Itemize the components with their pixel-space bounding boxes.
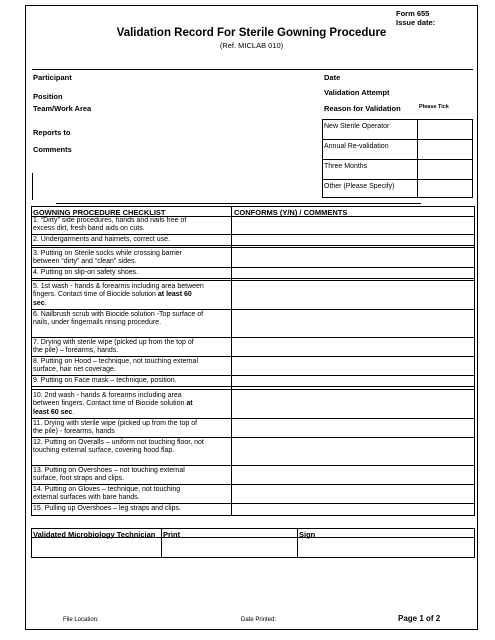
section-rule	[56, 203, 421, 204]
print-label: Print	[163, 530, 181, 539]
issue-date: Issue date:	[396, 18, 436, 27]
date-printed-label: Date Printed:	[241, 617, 277, 623]
document-title: Validation Record For Sterile Gowning Procedure	[116, 27, 387, 39]
file-location-label: File Location:	[63, 617, 99, 623]
tick-three-months[interactable]	[418, 160, 472, 179]
form-page	[25, 5, 478, 630]
sign-field[interactable]	[298, 538, 474, 557]
reason-option-three-months: Three Months	[324, 163, 368, 170]
reason-option-other: Other (Please Specify)	[324, 183, 395, 190]
document-reference: (Ref. MICLAB 010)	[219, 41, 284, 50]
comments-label: Comments	[33, 145, 72, 154]
sign-label: Sign	[299, 530, 316, 539]
reports-to-label: Reports to	[33, 128, 71, 137]
conforms-header: CONFORMS (Y/N) / COMMENTS	[234, 208, 348, 217]
validation-attempt-label: Validation Attempt	[324, 88, 390, 97]
validated-technician-label: Validated Microbiology Technician	[33, 530, 156, 539]
checklist-header: GOWNING PROCEDURE CHECKLIST	[33, 208, 166, 217]
form-number: Form 655	[396, 9, 430, 18]
participant-label: Participant	[33, 73, 72, 82]
checklist-item-6: 6. Nailbrush scrub with Biocide solution -Top surface of nails, under fingernails rinsing procedure.	[33, 311, 204, 327]
checklist-item-8: 8. Putting on Hood – technique, not touching external surface, hair net coverage.	[33, 358, 199, 374]
print-field[interactable]	[162, 538, 296, 557]
tick-new[interactable]	[418, 120, 472, 139]
checklist-item-12: 12. Putting on Overalls – uniform not touching floor, not touching external surface, covering hood flap.	[33, 439, 204, 455]
checklist-item-14: 14. Putting on Gloves – technique, not touching external surfaces with bare hands.	[33, 486, 181, 502]
checklist-item-10: 10. 2nd wash - hands & forearms including area between fingers. Contact time of Biocide solution at least 60 sec.	[33, 392, 193, 416]
checklist-item-15: 15. Pulling up Overshoes – leg straps and clips.	[33, 505, 181, 512]
checklist-item-11: 11. Drying with sterile wipe (picked up from the top of the pile) - forearms, hands	[33, 420, 198, 436]
checklist-item-7: 7. Drying with sterile wipe (picked up from the top of the pile) – forearms, hands.	[33, 339, 194, 355]
tick-other[interactable]	[418, 180, 472, 198]
reason-option-new: New Sterile Operator	[324, 123, 390, 130]
team-label: Team/Work Area	[33, 104, 92, 113]
checklist-item-5: 5. 1st wash - hands & forearms including area between fingers. Contact time of Biocide solution at least 60 sec.	[33, 283, 204, 307]
reason-option-annual: Annual Re-validation	[324, 143, 389, 150]
checklist-item-1: 1. “Dirty” side procedures, hands and nails free of excess dirt, fresh band aids on cuts.	[33, 217, 187, 233]
date-label: Date	[324, 73, 341, 82]
reason-label: Reason for Validation	[324, 104, 401, 113]
comments-box-left	[32, 173, 33, 200]
please-tick-label: Please Tick	[419, 104, 449, 110]
info-top-rule	[32, 69, 473, 70]
checklist-item-2: 2. Undergarments and hairnets, correct use.	[33, 236, 170, 243]
tick-annual[interactable]	[418, 140, 472, 159]
checklist-item-3: 3. Putting on Sterile socks while crossing barrier between “dirty” and “clean” sides.	[33, 250, 183, 266]
checklist-item-4: 4. Putting on slip-on safety shoes.	[33, 269, 139, 276]
position-label: Position	[33, 92, 63, 101]
checklist-item-13: 13. Putting on Overshoes – not touching external surface, foot straps and clips.	[33, 467, 185, 483]
checklist-item-9: 9. Putting on Face mask – technique, position.	[33, 377, 177, 384]
checklist-divider	[231, 206, 232, 516]
page-number: Page 1 of 2	[398, 614, 441, 623]
